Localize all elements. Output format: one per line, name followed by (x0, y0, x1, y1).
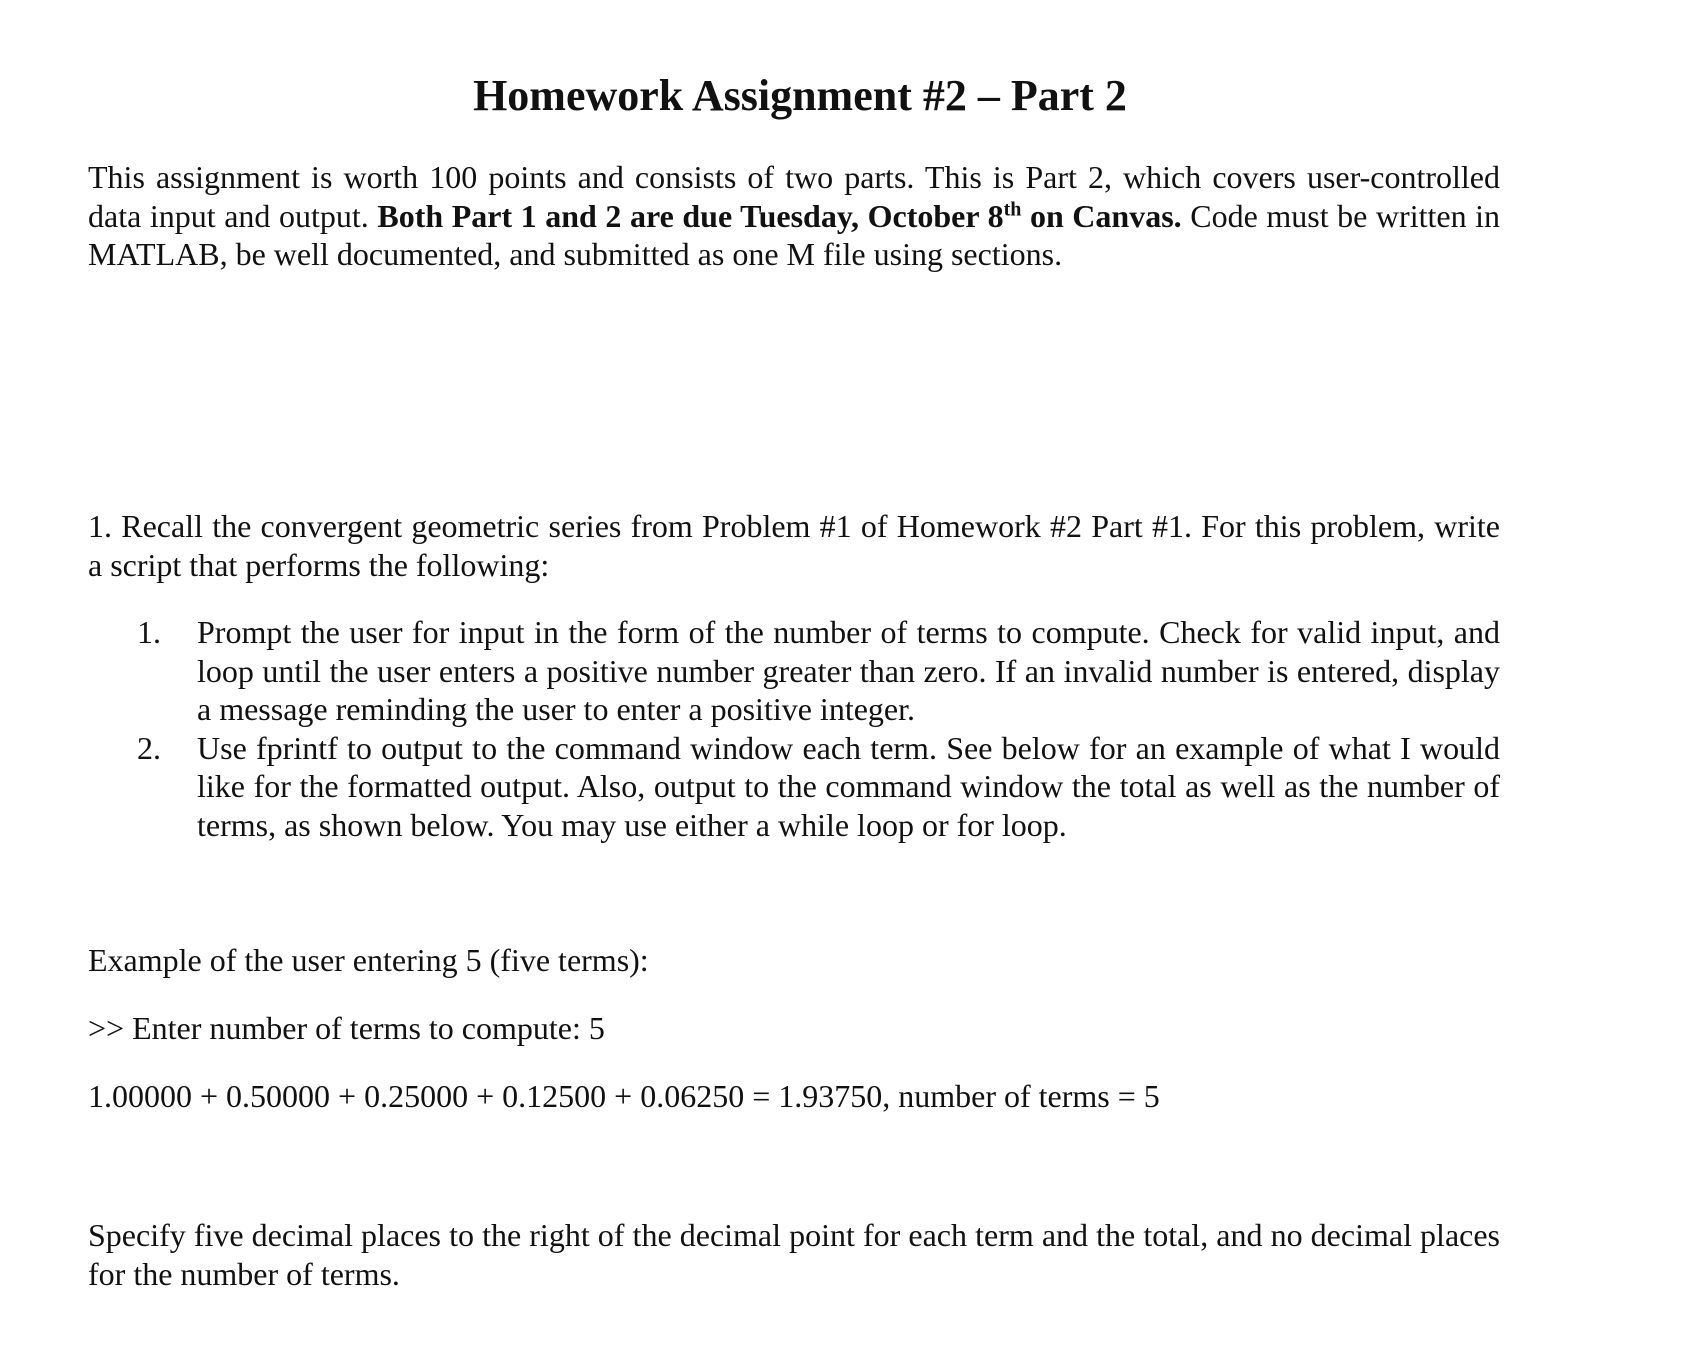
intro-text-2: Code must be written in MATLAB, be well documented, and submitted as one M file using sections. (88, 197, 1501, 272)
steps-list (137, 613, 1500, 844)
list-item-text: Prompt the user for input in the form of the number of terms to compute. Check for valid input, and loop until the user enters a positive number greater than zero. If an invalid number is entered, display a message reminding the user to enter a positive integer. (197, 614, 1500, 727)
example-prompt: >> Enter number of terms to compute: 5 (88, 1010, 605, 1046)
due-date-notice (377, 198, 1181, 234)
list-item-number: 2. (137, 729, 161, 766)
due-date-text-1: Both Part 1 and 2 are due Tuesday, October 8 (377, 197, 1004, 234)
list-item (137, 613, 1500, 729)
example-label: Example of the user entering 5 (five terms): (88, 942, 649, 978)
list-item-text: Use fprintf to output to the command window each term. See below for an example of what I would like for the formatted output. Also, output to the command window the total as well as the number of terms, as shown below. You may use either a while loop or for loop. (197, 729, 1500, 843)
problem-statement: 1. Recall the convergent geometric series from Problem #1 of Homework #2 Part #1. For this problem, write a script that performs the following: (88, 508, 1500, 583)
list-item-number: 1. (137, 614, 161, 650)
page-title: Homework Assignment #2 – Part 2 (473, 71, 1127, 120)
due-date-text-2: on Canvas. (1021, 197, 1182, 234)
list-item (137, 729, 1500, 845)
intro-paragraph (88, 158, 1500, 274)
closing-paragraph: Specify five decimal places to the right of the decimal point for each term and the total, and no decimal places for the number of terms. (88, 1217, 1500, 1292)
intro-text-1: This assignment is worth 100 points and consists of two parts. This is Part 2, which covers user-controlled data input and output. (88, 159, 1500, 234)
example-output: 1.00000 + 0.50000 + 0.25000 + 0.12500 + 0.06250 = 1.93750, number of terms = 5 (88, 1078, 1160, 1114)
ordinal-suffix: th (1003, 197, 1022, 220)
